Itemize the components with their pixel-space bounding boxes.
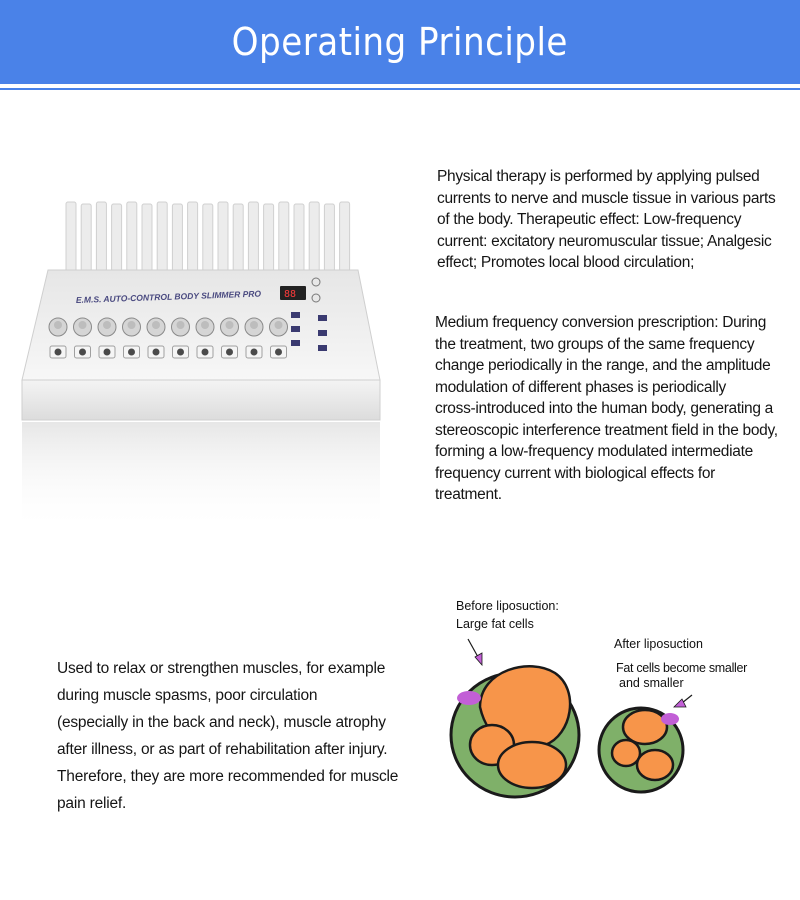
header-banner [0,0,800,84]
knob-cap [201,321,209,329]
electrode-slot [294,204,304,274]
medium-frequency-description: Medium frequency conversion prescription: During the treatment, two groups of the same frequency change periodically in the range, and the amplitude modulation of different phases is periodically cross-introduced into the human body, generating a stereoscopic interference treatment field in the body, forming a low-frequency modulated intermediate frequency current with biological effects for treatment. [435,314,778,503]
before-arrow [468,639,482,665]
electrode-slot [96,202,106,272]
ems-device-image [18,180,388,540]
electrode-slot [66,202,76,272]
electrode-slot [157,202,167,272]
device-display-value: 88 [284,289,297,300]
device-label: E.M.S. AUTO-CONTROL BODY SLIMMER PRO [75,288,262,305]
panel-key [318,315,327,321]
before-title: Before liposuction: [456,599,559,613]
electrode-slot [340,202,350,272]
electrode-slot [309,202,319,272]
electrode-slot [127,202,137,272]
socket-hole [55,349,62,356]
socket-hole [153,349,160,356]
socket-hole [275,349,282,356]
electrode-slot [218,202,228,272]
page-title: Operating Principle [231,20,569,64]
socket-hole [202,349,209,356]
electrode-slot [203,204,213,274]
panel-key [291,340,300,346]
electrode-slot [172,204,182,274]
before-subtitle: Large fat cells [456,617,534,631]
panel-button [312,294,320,302]
header-divider [0,88,800,90]
electrode-slot [264,204,274,274]
socket-hole [104,349,111,356]
panel-button [312,278,320,286]
after-subtitle-1: Fat cells become smaller [616,661,748,675]
knob-cap [250,321,258,329]
socket-hole [251,349,258,356]
electrode-slot [233,204,243,274]
panel-key [318,330,327,336]
socket-hole [177,349,184,356]
knob-cap [79,321,87,329]
socket-hole [128,349,135,356]
after-subtitle-2: and smaller [619,676,684,690]
electrode-slot [188,202,198,272]
electrode-slot [279,202,289,272]
after-title: After liposuction [614,637,703,651]
before-tissue [451,666,579,797]
electrode-rack [66,202,350,274]
knob-cap [54,321,62,329]
panel-key [291,326,300,332]
knob-cap [177,321,185,329]
after-arrow [674,695,692,707]
therapy-description: Physical therapy is performed by applying pulsed currents to nerve and muscle tissue in various parts of the body. Therapeutic effect: Low-frequency current: excitatory neuromuscular tissue; Analgesic effect; Promotes local blood circulation; [437,168,776,271]
knob-cap [103,321,111,329]
electrode-slot [248,202,258,272]
after-tissue [599,708,683,792]
electrode-slot [81,204,91,274]
knob-cap [275,321,283,329]
usage-description: Used to relax or strengthen muscles, for example during muscle spasms, poor circulation (especially in the back and neck), muscle atrophy after illness, or as part of rehabilitation after injury. Therefore, they are more recommended for muscle pain relief. [57,660,399,812]
socket-hole [79,349,86,356]
panel-key [291,312,300,318]
electrode-slot [142,204,152,274]
knob-cap [152,321,160,329]
electrode-slot [324,204,334,274]
knob-cap [226,321,234,329]
panel-key [318,345,327,351]
electrode-slot [112,204,122,274]
knob-cap [128,321,136,329]
socket-hole [226,349,233,356]
